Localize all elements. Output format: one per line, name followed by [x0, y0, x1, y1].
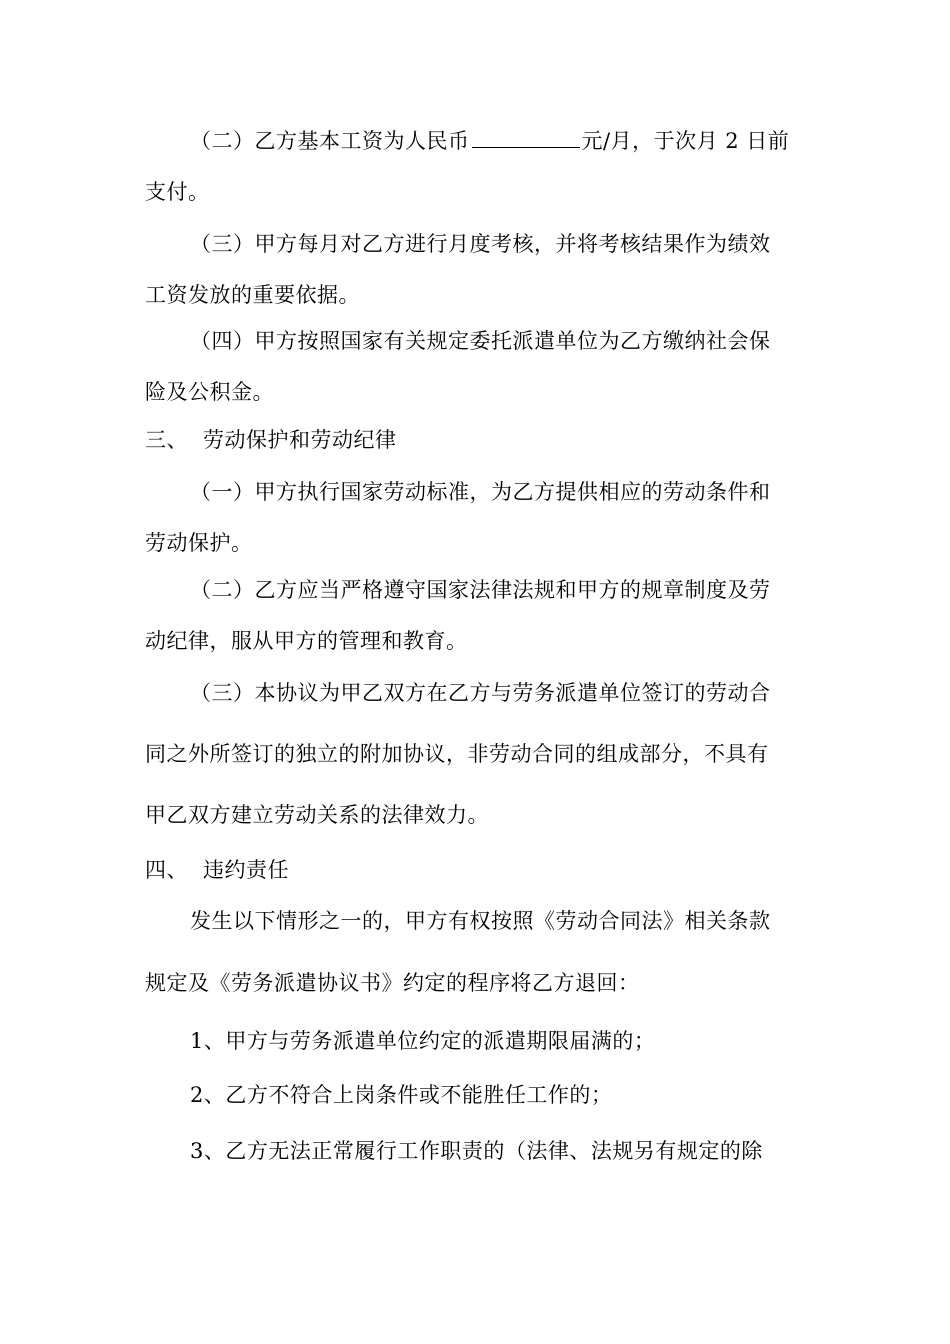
- agreement-nature-paragraph-line1: （三）本协议为甲乙双方在乙方与劳务派遣单位签订的劳动合: [190, 681, 771, 705]
- section4-heading: [145, 855, 289, 885]
- insurance-paragraph-line1: （四）甲方按照国家有关规定委托派遣单位为乙方缴纳社会保: [190, 329, 771, 353]
- breach-intro-line2: 规定及《劳务派遣协议书》约定的程序将乙方退回：: [145, 971, 640, 995]
- breach-item-2: 2、乙方不符合上岗条件或不能胜任工作的；: [190, 1083, 613, 1107]
- salary-text-after-blank: 元/月，于次月 2 日前: [581, 129, 790, 153]
- discipline-paragraph-line2: 动纪律，服从甲方的管理和教育。: [145, 629, 468, 653]
- agreement-nature-paragraph-line2: 同之外所签订的独立的附加协议，非劳动合同的组成部分，不具有: [145, 742, 769, 766]
- assessment-paragraph-line2: 工资发放的重要依据。: [145, 283, 360, 307]
- section3-heading: [145, 425, 397, 455]
- section4-title: 违约责任: [203, 858, 289, 882]
- section4-number: 四、: [145, 858, 188, 882]
- assessment-paragraph-line1: （三）甲方每月对乙方进行月度考核，并将考核结果作为绩效: [190, 232, 771, 256]
- section3-number: 三、: [145, 428, 188, 452]
- section3-title: 劳动保护和劳动纪律: [203, 428, 397, 452]
- salary-amount-blank: [472, 129, 580, 148]
- salary-text-before-blank: （二）乙方基本工资为人民币: [190, 129, 470, 153]
- labor-standard-paragraph-line1: （一）甲方执行国家劳动标准，为乙方提供相应的劳动条件和: [190, 480, 771, 504]
- salary-paragraph-line2: 支付。: [145, 180, 210, 204]
- labor-standard-paragraph-line2: 劳动保护。: [145, 531, 253, 555]
- agreement-nature-paragraph-line3: 甲乙双方建立劳动关系的法律效力。: [145, 803, 489, 827]
- salary-paragraph-line1: [190, 126, 789, 156]
- discipline-paragraph-line1: （二）乙方应当严格遵守国家法律法规和甲方的规章制度及劳: [190, 578, 771, 602]
- breach-item-3: 3、乙方无法正常履行工作职责的（法律、法规另有规定的除: [190, 1139, 763, 1163]
- breach-intro-line1: 发生以下情形之一的，甲方有权按照《劳动合同法》相关条款: [190, 909, 771, 933]
- insurance-paragraph-line2: 险及公积金。: [145, 380, 274, 404]
- breach-item-1: 1、甲方与劳务派遣单位约定的派遣期限届满的；: [190, 1029, 656, 1053]
